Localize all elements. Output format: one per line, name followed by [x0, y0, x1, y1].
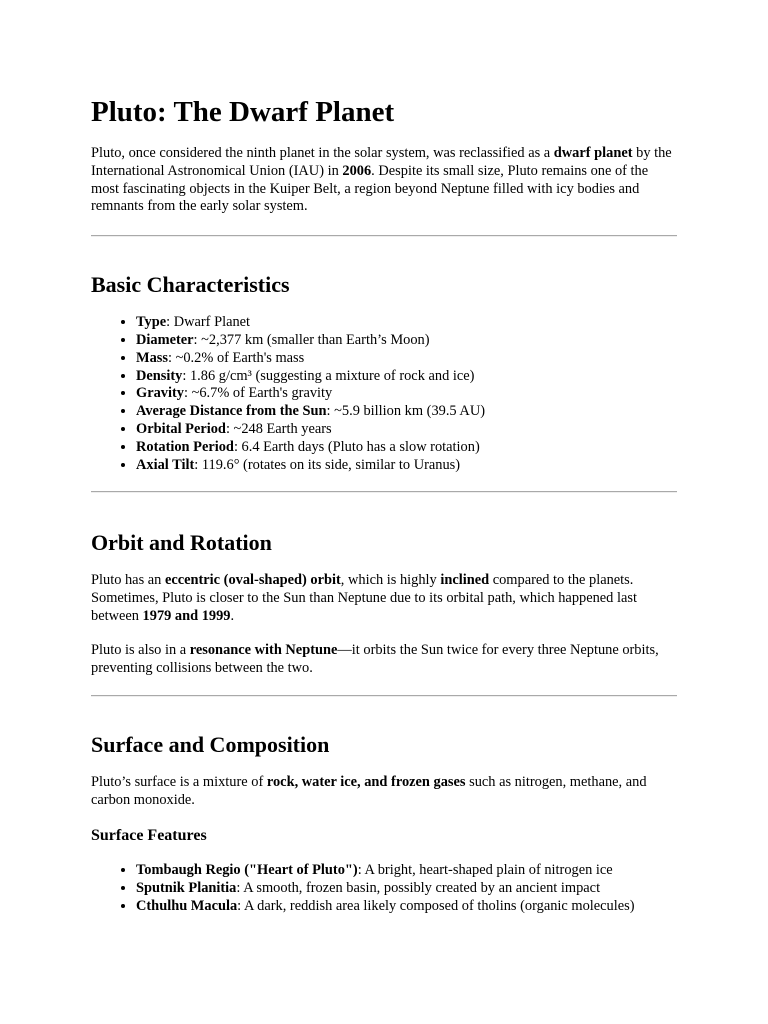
orbit-text: compared to the planets. Sometimes, Pluto is closer to the Sun than Neptune due to its orbital path, which happened last between [91, 572, 637, 624]
list-item-label: Sputnik Planitia [136, 879, 237, 896]
list-item-value: : ~6.7% of Earth's gravity [183, 385, 333, 402]
surface-features-heading: Surface Features [91, 826, 207, 844]
list-item [136, 421, 677, 439]
list-item-value: : 6.4 Earth days (Pluto has a slow rotation) [233, 438, 480, 455]
list-item-value: : 1.86 g/cm³ (suggesting a mixture of rock and ice) [182, 367, 475, 384]
intro-text-2: by the International Astronomical Union (IAU) in [91, 145, 672, 179]
list-item [136, 439, 677, 457]
intro-text-3: . Despite its small size, Pluto remains one of the most fascinating objects in the Kuiper Belt, a region beyond Neptune filled with icy bodies and remnants from the early solar system. [91, 162, 649, 215]
list-item-value: : ~2,377 km (smaller than Earth’s Moon) [193, 331, 430, 348]
orbit-rotation-heading: Orbit and Rotation [91, 530, 272, 556]
list-item-label: Tombaugh Regio ("Heart of Pluto") [136, 861, 358, 878]
orbit-text: Pluto is also in a [91, 641, 190, 658]
orbit-text: , which is highly [340, 572, 441, 589]
list-item-label: Axial Tilt [136, 456, 195, 473]
orbit-bold: eccentric (oval-shaped) orbit [164, 572, 341, 589]
surface-bold: rock, water ice, and frozen gases [266, 774, 466, 791]
list-item-value: : A smooth, frozen basin, possibly created by an ancient impact [236, 879, 601, 896]
section-divider [91, 235, 677, 237]
list-item [136, 403, 677, 421]
list-item [136, 457, 677, 475]
list-item-label: Average Distance from the Sun [136, 403, 327, 420]
page-title: Pluto: The Dwarf Planet [91, 96, 395, 128]
orbit-text: . [230, 607, 235, 624]
intro-text-1: Pluto, once considered the ninth planet in the solar system, was reclassified as a [91, 145, 554, 161]
orbit-paragraph-2 [91, 642, 677, 678]
orbit-bold: resonance with Neptune [189, 641, 338, 658]
list-item-label: Density [136, 367, 183, 384]
list-item [136, 385, 677, 403]
surface-text: Pluto’s surface is a mixture of [91, 774, 267, 791]
list-item-label: Rotation Period [136, 438, 234, 455]
orbit-text: —it orbits the Sun twice for every three Neptune orbits, preventing collisions between the two. [91, 641, 659, 676]
list-item-label: Cthulhu Macula [136, 897, 238, 914]
intro-bold-1: dwarf planet [553, 145, 633, 161]
list-item-value: : ~0.2% of Earth's mass [167, 349, 305, 366]
surface-text: such as nitrogen, methane, and carbon monoxide. [91, 774, 647, 809]
list-item-label: Type [136, 314, 167, 331]
orbit-paragraph-1 [91, 572, 677, 625]
list-item [136, 332, 677, 350]
section-divider [91, 695, 677, 697]
intro-bold-2: 2006 [342, 162, 372, 179]
list-item-label: Mass [136, 349, 168, 366]
list-item-value: : A bright, heart-shaped plain of nitrogen ice [357, 861, 613, 878]
surface-composition-heading: Surface and Composition [91, 732, 330, 758]
list-item [136, 880, 677, 898]
section-divider [91, 491, 677, 493]
list-item-value: : A dark, reddish area likely composed of tholins (organic molecules) [237, 897, 635, 914]
list-item-label: Diameter [136, 331, 194, 348]
list-item-value: : ~5.9 billion km (39.5 AU) [326, 403, 486, 420]
list-item [136, 368, 677, 386]
basic-characteristics-list [91, 314, 677, 474]
surface-paragraph [91, 774, 677, 810]
list-item [136, 862, 677, 880]
list-item [136, 898, 677, 916]
basic-characteristics-heading: Basic Characteristics [91, 272, 290, 298]
list-item-label: Orbital Period [136, 420, 226, 437]
list-item [136, 350, 677, 368]
list-item [136, 314, 677, 332]
surface-features-list [91, 862, 677, 915]
intro-paragraph [91, 145, 677, 216]
orbit-bold: inclined [440, 572, 490, 589]
list-item-value: : 119.6° (rotates on its side, similar to Uranus) [194, 456, 461, 473]
list-item-label: Gravity [136, 385, 184, 402]
list-item-value: : Dwarf Planet [166, 314, 251, 331]
orbit-text: Pluto has an [91, 572, 165, 589]
orbit-bold: 1979 and 1999 [142, 607, 231, 624]
list-item-value: : ~248 Earth years [225, 420, 332, 437]
